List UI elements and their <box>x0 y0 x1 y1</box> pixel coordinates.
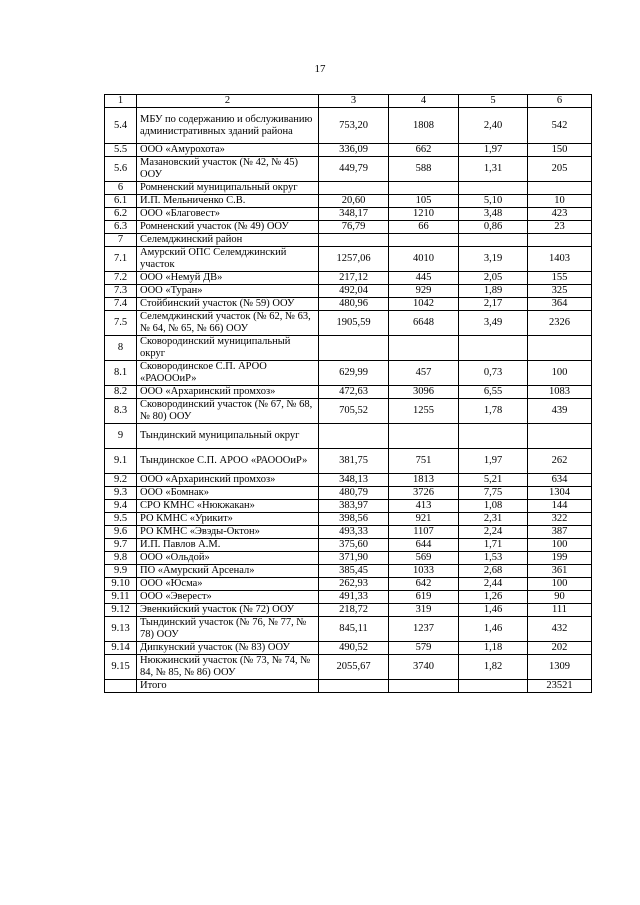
density-cell <box>459 424 528 449</box>
row-number-cell: 9.5 <box>105 513 137 526</box>
row-number-cell: 8.3 <box>105 399 137 424</box>
header-cell: 1 <box>105 95 137 108</box>
table-row <box>105 552 592 565</box>
table-row <box>105 336 592 361</box>
density-cell: 7,75 <box>459 487 528 500</box>
area-cell: 217,12 <box>319 272 389 285</box>
name-cell: Ромненский участок (№ 49) ООУ <box>137 221 319 234</box>
density-cell: 2,17 <box>459 298 528 311</box>
table-row <box>105 604 592 617</box>
quota-cell: 1403 <box>528 247 592 272</box>
header-cell: 4 <box>389 95 459 108</box>
quota-cell: 432 <box>528 617 592 642</box>
row-number-cell: 6.2 <box>105 208 137 221</box>
name-cell: Стойбинский участок (№ 59) ООУ <box>137 298 319 311</box>
table-row <box>105 500 592 513</box>
name-cell: МБУ по содержанию и обслуживанию административных зданий района <box>137 108 319 144</box>
count-cell: 619 <box>389 591 459 604</box>
row-number-cell: 9.4 <box>105 500 137 513</box>
table-row <box>105 285 592 298</box>
header-cell: 3 <box>319 95 389 108</box>
quota-cell <box>528 182 592 195</box>
area-cell: 375,60 <box>319 539 389 552</box>
name-cell: ООО «Эверест» <box>137 591 319 604</box>
row-number-cell: 5.4 <box>105 108 137 144</box>
quota-cell: 361 <box>528 565 592 578</box>
count-cell: 105 <box>389 195 459 208</box>
area-cell: 383,97 <box>319 500 389 513</box>
area-cell: 348,17 <box>319 208 389 221</box>
area-cell: 218,72 <box>319 604 389 617</box>
quota-cell: 634 <box>528 474 592 487</box>
row-number-cell: 7.1 <box>105 247 137 272</box>
table-row <box>105 424 592 449</box>
area-cell: 492,04 <box>319 285 389 298</box>
count-cell: 662 <box>389 144 459 157</box>
table-row <box>105 655 592 680</box>
name-cell: И.П. Мельниченко С.В. <box>137 195 319 208</box>
page-number: 17 <box>314 63 326 75</box>
area-cell <box>319 182 389 195</box>
name-cell: Селемджинский участок (№ 62, № 63, № 64, № 65, № 66) ООУ <box>137 311 319 336</box>
area-cell: 385,45 <box>319 565 389 578</box>
count-cell: 66 <box>389 221 459 234</box>
area-cell <box>319 680 389 693</box>
area-cell: 371,90 <box>319 552 389 565</box>
density-cell: 1,08 <box>459 500 528 513</box>
count-cell: 1042 <box>389 298 459 311</box>
quota-cell: 423 <box>528 208 592 221</box>
density-cell: 1,46 <box>459 604 528 617</box>
table-row <box>105 617 592 642</box>
count-cell: 751 <box>389 449 459 474</box>
count-cell: 4010 <box>389 247 459 272</box>
row-number-cell: 9.13 <box>105 617 137 642</box>
density-cell: 1,26 <box>459 591 528 604</box>
quota-cell: 23 <box>528 221 592 234</box>
count-cell: 1255 <box>389 399 459 424</box>
row-number-cell: 9.1 <box>105 449 137 474</box>
quota-cell: 111 <box>528 604 592 617</box>
table-row <box>105 272 592 285</box>
count-cell: 3096 <box>389 386 459 399</box>
table-row <box>105 474 592 487</box>
quota-cell: 322 <box>528 513 592 526</box>
table-row <box>105 591 592 604</box>
area-cell: 1257,06 <box>319 247 389 272</box>
name-cell: Дипкунский участок (№ 83) ООУ <box>137 642 319 655</box>
area-cell: 76,79 <box>319 221 389 234</box>
area-cell: 449,79 <box>319 157 389 182</box>
table-row <box>105 680 592 693</box>
row-number-cell: 5.6 <box>105 157 137 182</box>
area-cell <box>319 234 389 247</box>
density-cell: 3,48 <box>459 208 528 221</box>
area-cell: 490,52 <box>319 642 389 655</box>
name-cell: ООО «Амурохота» <box>137 144 319 157</box>
count-cell <box>389 182 459 195</box>
area-cell <box>319 336 389 361</box>
name-cell: ООО «Ольдой» <box>137 552 319 565</box>
area-cell: 491,33 <box>319 591 389 604</box>
count-cell: 1237 <box>389 617 459 642</box>
name-cell: СРО КМНС «Нюкжакан» <box>137 500 319 513</box>
quota-cell: 262 <box>528 449 592 474</box>
row-number-cell: 8.2 <box>105 386 137 399</box>
quota-cell <box>528 234 592 247</box>
row-number-cell: 6 <box>105 182 137 195</box>
header-cell: 2 <box>137 95 319 108</box>
name-cell: Сковородинский муниципальный округ <box>137 336 319 361</box>
table-row <box>105 361 592 386</box>
count-cell: 569 <box>389 552 459 565</box>
name-cell: Тындинский муниципальный округ <box>137 424 319 449</box>
name-cell: ООО «Архаринский промхоз» <box>137 386 319 399</box>
quota-cell: 150 <box>528 144 592 157</box>
count-cell: 3740 <box>389 655 459 680</box>
area-cell: 845,11 <box>319 617 389 642</box>
row-number-cell: 6.3 <box>105 221 137 234</box>
name-cell: РО КМНС «Урикит» <box>137 513 319 526</box>
quota-cell: 144 <box>528 500 592 513</box>
count-cell: 1210 <box>389 208 459 221</box>
area-cell: 381,75 <box>319 449 389 474</box>
density-cell: 1,89 <box>459 285 528 298</box>
density-cell: 1,82 <box>459 655 528 680</box>
density-cell: 1,46 <box>459 617 528 642</box>
table-body <box>105 95 592 693</box>
count-cell: 319 <box>389 604 459 617</box>
quota-cell: 1309 <box>528 655 592 680</box>
name-cell: ООО «Бомнак» <box>137 487 319 500</box>
table-row <box>105 311 592 336</box>
quota-cell: 1083 <box>528 386 592 399</box>
name-cell: Селемджинский район <box>137 234 319 247</box>
row-number-cell: 9.6 <box>105 526 137 539</box>
area-cell: 262,93 <box>319 578 389 591</box>
quota-cell: 155 <box>528 272 592 285</box>
row-number-cell: 9.15 <box>105 655 137 680</box>
name-cell: Нюкжинский участок (№ 73, № 74, № 84, № 85, № 86) ООУ <box>137 655 319 680</box>
row-number-cell: 7.4 <box>105 298 137 311</box>
density-cell: 1,31 <box>459 157 528 182</box>
table-row <box>105 578 592 591</box>
count-cell <box>389 424 459 449</box>
name-cell: ООО «Немуй ДВ» <box>137 272 319 285</box>
table-header-row <box>105 95 592 108</box>
table-row <box>105 399 592 424</box>
name-cell: Сковородинский участок (№ 67, № 68, № 80) ООУ <box>137 399 319 424</box>
table-row <box>105 386 592 399</box>
count-cell: 642 <box>389 578 459 591</box>
density-cell: 1,53 <box>459 552 528 565</box>
density-cell: 3,49 <box>459 311 528 336</box>
density-cell: 1,97 <box>459 449 528 474</box>
count-cell <box>389 336 459 361</box>
table-row <box>105 234 592 247</box>
quota-cell: 387 <box>528 526 592 539</box>
density-cell: 1,78 <box>459 399 528 424</box>
area-cell: 2055,67 <box>319 655 389 680</box>
area-cell: 472,63 <box>319 386 389 399</box>
area-cell <box>319 424 389 449</box>
count-cell: 1107 <box>389 526 459 539</box>
density-cell: 3,19 <box>459 247 528 272</box>
table-row <box>105 513 592 526</box>
area-cell: 480,79 <box>319 487 389 500</box>
data-table <box>104 94 592 693</box>
table-row <box>105 144 592 157</box>
density-cell <box>459 336 528 361</box>
quota-cell <box>528 424 592 449</box>
count-cell: 413 <box>389 500 459 513</box>
row-number-cell: 9 <box>105 424 137 449</box>
row-number-cell: 9.11 <box>105 591 137 604</box>
row-number-cell: 8.1 <box>105 361 137 386</box>
table-row <box>105 298 592 311</box>
density-cell: 2,68 <box>459 565 528 578</box>
density-cell: 1,18 <box>459 642 528 655</box>
density-cell: 0,86 <box>459 221 528 234</box>
name-cell: ПО «Амурский Арсенал» <box>137 565 319 578</box>
density-cell: 1,71 <box>459 539 528 552</box>
row-number-cell: 9.2 <box>105 474 137 487</box>
quota-cell: 100 <box>528 361 592 386</box>
row-number-cell: 6.1 <box>105 195 137 208</box>
density-cell <box>459 182 528 195</box>
quota-cell: 205 <box>528 157 592 182</box>
row-number-cell: 8 <box>105 336 137 361</box>
quota-cell: 199 <box>528 552 592 565</box>
count-cell: 457 <box>389 361 459 386</box>
name-cell: Эвенкийский участок (№ 72) ООУ <box>137 604 319 617</box>
quota-cell: 439 <box>528 399 592 424</box>
area-cell: 1905,59 <box>319 311 389 336</box>
quota-cell: 202 <box>528 642 592 655</box>
quota-cell: 542 <box>528 108 592 144</box>
name-cell: ООО «Архаринский промхоз» <box>137 474 319 487</box>
header-cell: 6 <box>528 95 592 108</box>
count-cell <box>389 234 459 247</box>
name-cell: Мазановский участок (№ 42, № 45) ООУ <box>137 157 319 182</box>
row-number-cell: 9.14 <box>105 642 137 655</box>
table-row <box>105 221 592 234</box>
name-cell: И.П. Павлов А.М. <box>137 539 319 552</box>
table-row <box>105 195 592 208</box>
table-row <box>105 247 592 272</box>
area-cell: 493,33 <box>319 526 389 539</box>
row-number-cell: 7.5 <box>105 311 137 336</box>
area-cell: 336,09 <box>319 144 389 157</box>
count-cell: 6648 <box>389 311 459 336</box>
row-number-cell: 5.5 <box>105 144 137 157</box>
row-number-cell: 9.7 <box>105 539 137 552</box>
density-cell: 6,55 <box>459 386 528 399</box>
table-row <box>105 526 592 539</box>
area-cell: 629,99 <box>319 361 389 386</box>
table-row <box>105 157 592 182</box>
count-cell: 1808 <box>389 108 459 144</box>
quota-cell: 23521 <box>528 680 592 693</box>
name-cell: ООО «Туран» <box>137 285 319 298</box>
name-cell: Сковородинское С.П. АРОО «РАОООиР» <box>137 361 319 386</box>
quota-cell: 325 <box>528 285 592 298</box>
density-cell: 2,40 <box>459 108 528 144</box>
count-cell: 1033 <box>389 565 459 578</box>
quota-cell: 1304 <box>528 487 592 500</box>
table-row <box>105 182 592 195</box>
area-cell: 480,96 <box>319 298 389 311</box>
area-cell: 20,60 <box>319 195 389 208</box>
name-cell: Тындинский участок (№ 76, № 77, № 78) ООУ <box>137 617 319 642</box>
area-cell: 753,20 <box>319 108 389 144</box>
quota-cell: 90 <box>528 591 592 604</box>
quota-cell: 2326 <box>528 311 592 336</box>
count-cell: 644 <box>389 539 459 552</box>
header-cell: 5 <box>459 95 528 108</box>
density-cell <box>459 234 528 247</box>
name-cell: Амурский ОПС Селемджинский участок <box>137 247 319 272</box>
row-number-cell: 9.9 <box>105 565 137 578</box>
row-number-cell: 7 <box>105 234 137 247</box>
area-cell: 705,52 <box>319 399 389 424</box>
density-cell: 1,97 <box>459 144 528 157</box>
count-cell: 929 <box>389 285 459 298</box>
quota-cell: 100 <box>528 539 592 552</box>
count-cell: 921 <box>389 513 459 526</box>
row-number-cell: 9.12 <box>105 604 137 617</box>
density-cell <box>459 680 528 693</box>
density-cell: 0,73 <box>459 361 528 386</box>
count-cell: 579 <box>389 642 459 655</box>
quota-cell: 10 <box>528 195 592 208</box>
name-cell: ООО «Юсма» <box>137 578 319 591</box>
quota-cell: 364 <box>528 298 592 311</box>
density-cell: 5,21 <box>459 474 528 487</box>
area-cell: 348,13 <box>319 474 389 487</box>
quota-cell <box>528 336 592 361</box>
name-cell: Тындинское С.П. АРОО «РАОООиР» <box>137 449 319 474</box>
table-row <box>105 565 592 578</box>
table-row <box>105 449 592 474</box>
quota-cell: 100 <box>528 578 592 591</box>
table-row <box>105 539 592 552</box>
count-cell: 588 <box>389 157 459 182</box>
table-row <box>105 208 592 221</box>
table-row <box>105 108 592 144</box>
density-cell: 2,44 <box>459 578 528 591</box>
density-cell: 2,05 <box>459 272 528 285</box>
table-row <box>105 487 592 500</box>
density-cell: 2,31 <box>459 513 528 526</box>
row-number-cell: 9.8 <box>105 552 137 565</box>
name-cell: Ромненский муниципальный округ <box>137 182 319 195</box>
row-number-cell: 7.3 <box>105 285 137 298</box>
name-cell: ООО «Благовест» <box>137 208 319 221</box>
count-cell: 3726 <box>389 487 459 500</box>
name-cell: Итого <box>137 680 319 693</box>
row-number-cell: 9.3 <box>105 487 137 500</box>
count-cell: 1813 <box>389 474 459 487</box>
row-number-cell: 9.10 <box>105 578 137 591</box>
table-row <box>105 642 592 655</box>
density-cell: 5,10 <box>459 195 528 208</box>
area-cell: 398,56 <box>319 513 389 526</box>
count-cell: 445 <box>389 272 459 285</box>
row-number-cell: 7.2 <box>105 272 137 285</box>
row-number-cell <box>105 680 137 693</box>
density-cell: 2,24 <box>459 526 528 539</box>
name-cell: РО КМНС «Эвэды-Октон» <box>137 526 319 539</box>
count-cell <box>389 680 459 693</box>
